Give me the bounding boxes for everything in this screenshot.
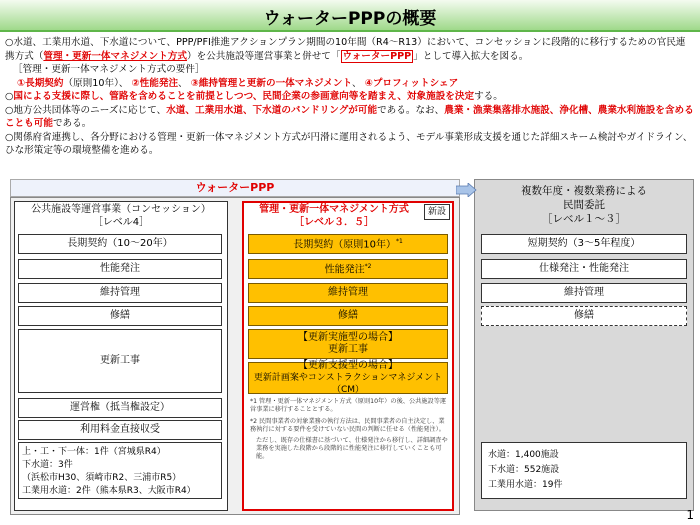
renewal-execution-title: 【更新実施型の場合】 (298, 332, 398, 343)
renewal-execution-type (248, 329, 448, 359)
intro-p5-red2: 農業・漁業集落排水施設、浄化槽、農業水利施設を含めることも可能 (5, 104, 694, 129)
page-number: 1 (686, 508, 694, 522)
intro-p1-c: 」として導入拡大を図る。 (413, 50, 529, 62)
intro-paragraph-2: ［管理・更新一体マネジメント方式の要件］ (13, 64, 205, 75)
private-outsourcing-stat: 下水道：552施設 (488, 465, 560, 475)
requirement-2: ②性能発注 (131, 77, 179, 89)
intro-text (5, 36, 695, 158)
intro-requirements (5, 77, 695, 91)
intro-p4-red: 国による支援に際し、管路を含めることを前提としつつ、民間企業の参画意向等を踏まえ、対象施設を決定 (13, 91, 475, 102)
private-outsourcing-item: 仕様発注・性能発注 (481, 259, 687, 279)
renewal-support-type (248, 362, 448, 394)
concession-item: 利用料金直接収受 (18, 420, 222, 440)
concession-item: 長期契約（10～20年） (18, 234, 222, 254)
requirement-1: ①長期契約 (17, 77, 64, 89)
requirement-3-b: 、 (352, 77, 362, 89)
renewal-execution-detail: 更新工事 (328, 344, 368, 355)
private-outsourcing-heading (474, 184, 694, 226)
concession-heading (14, 203, 228, 229)
requirement-2-b: 、 (178, 77, 188, 89)
private-outsourcing-heading-1: 複数年度・複数業務による (521, 185, 647, 197)
concession-stats-frame (18, 442, 222, 499)
requirement-3: ③維持管理と更新の一体マネジメント (190, 77, 353, 89)
private-outsourcing-item: 修繕 (481, 306, 687, 326)
concession-item: 運営権（抵当権設定） (18, 398, 222, 418)
renewal-support-detail: 更新計画案やコンストラクションマネジメント（CM） (253, 373, 443, 395)
intro-paragraph-5 (5, 104, 695, 131)
intro-paragraph-4 (5, 90, 695, 104)
concession-heading-2: ［レベル4］ (92, 217, 150, 228)
footnotes (250, 398, 448, 461)
footnote-marker: *1 (395, 238, 403, 246)
requirement-4: ④プロフィットシェア (364, 77, 459, 89)
requirement-1-b: （原則10年）、 (63, 77, 129, 89)
management-renewal-item: 維持管理 (248, 283, 448, 303)
page-title: ウォーターPPPの概要 (263, 9, 437, 29)
concession-renewal-works: 更新工事 (18, 329, 222, 393)
private-outsourcing-stat: 工業用水道：19件 (488, 480, 563, 490)
concession-stat: 下水道：3件 (22, 460, 73, 470)
intro-p5-a: ○地方公共団体等のニーズに応じて、 (5, 104, 167, 116)
management-renewal-heading-2: ［レベル３．５］ (294, 217, 374, 228)
management-renewal-heading (244, 203, 424, 229)
concession-item: 性能発注 (18, 259, 222, 279)
private-outsourcing-item: 維持管理 (481, 283, 687, 303)
intro-p1-highlight2: ウォーターPPP (342, 50, 412, 62)
management-renewal-heading-1: 管理・更新一体マネジメント方式 (259, 204, 409, 215)
intro-p4-a: ○ (5, 91, 14, 102)
concession-heading-1: 公共施設等運営事業（コンセッション） (31, 204, 211, 215)
management-renewal-item: 修繕 (248, 306, 448, 326)
intro-p1-b: ）を公共施設等運営事業と併せて「 (187, 50, 341, 62)
intro-p5-c: である。 (52, 118, 92, 129)
private-outsourcing-item: 短期契約（3～5年程度） (481, 234, 687, 254)
water-ppp-label: ウォーターPPP (10, 179, 460, 197)
concession-stat: 上・工・下一体：1件（宮城県R4） (22, 447, 166, 457)
intro-paragraph-6: ○関係府省連携し、各分野における管理・更新一体マネジメント方式が円滑に運用されるよう、モデル事業形成支援を通じた詳細スキーム検討やガイドライン、ひな形策定等の環境整備を進める。 (5, 131, 693, 156)
intro-p1-a: ○水道、工業用水道、下水道について、PPP/PFI推進アクションプラン期間の10年間（R4～R13）において、コンセッションに段階的に移行するための官民連携方式（ (5, 37, 686, 62)
private-outsourcing-heading-2: 民間委託 (563, 199, 605, 211)
concession-stat: （浜松市H30、須崎市R2、三浦市R5） (22, 473, 182, 483)
footnote-3: ただし、既存の仕様書に基づいて、仕様発注から移行し、詳細調査や業務を実施した段階から段階的に性能発注に移行していくことも可能。 (256, 437, 448, 460)
transition-arrow (456, 183, 478, 197)
intro-p4-b: する。 (474, 91, 503, 102)
private-outsourcing-stat: 水道：1,400施設 (488, 450, 559, 460)
management-renewal-item-label: 長期契約（原則10年） (293, 239, 396, 251)
concession-stat: 工業用水道：2件（熊本県R3、大阪市R4） (22, 486, 196, 496)
private-outsourcing-heading-3: ［レベル１～３］ (542, 213, 626, 225)
management-renewal-item-label: 性能発注 (324, 264, 365, 276)
private-outsourcing-stats (488, 448, 678, 493)
management-renewal-item (248, 234, 448, 254)
concession-item: 維持管理 (18, 283, 222, 303)
concession-item: 修繕 (18, 306, 222, 326)
intro-p5-b: である。なお、 (377, 104, 445, 116)
intro-p5-red: 水道、工業用水道、下水道のバンドリングが可能 (166, 104, 378, 116)
footnote-marker: *2 (364, 263, 372, 271)
new-badge: 新設 (424, 204, 450, 220)
intro-p1-highlight: 管理・更新一体マネジメント方式 (43, 50, 187, 62)
footnote-2: *2 民間事業者の対象業務の執行方法は、民間事業者の自主決定し、業務執行に対する要件を受けていない民間の判断に任せる（性能発注）。 (250, 418, 445, 433)
renewal-support-title: 【更新支援型の場合】 (298, 360, 398, 371)
management-renewal-item (248, 259, 448, 279)
intro-paragraph-1 (5, 36, 695, 63)
footnote-1: *1 管理・更新一体マネジメント方式（原則10年）の後、公共施設等運営事業に移行することとする。 (250, 398, 447, 413)
